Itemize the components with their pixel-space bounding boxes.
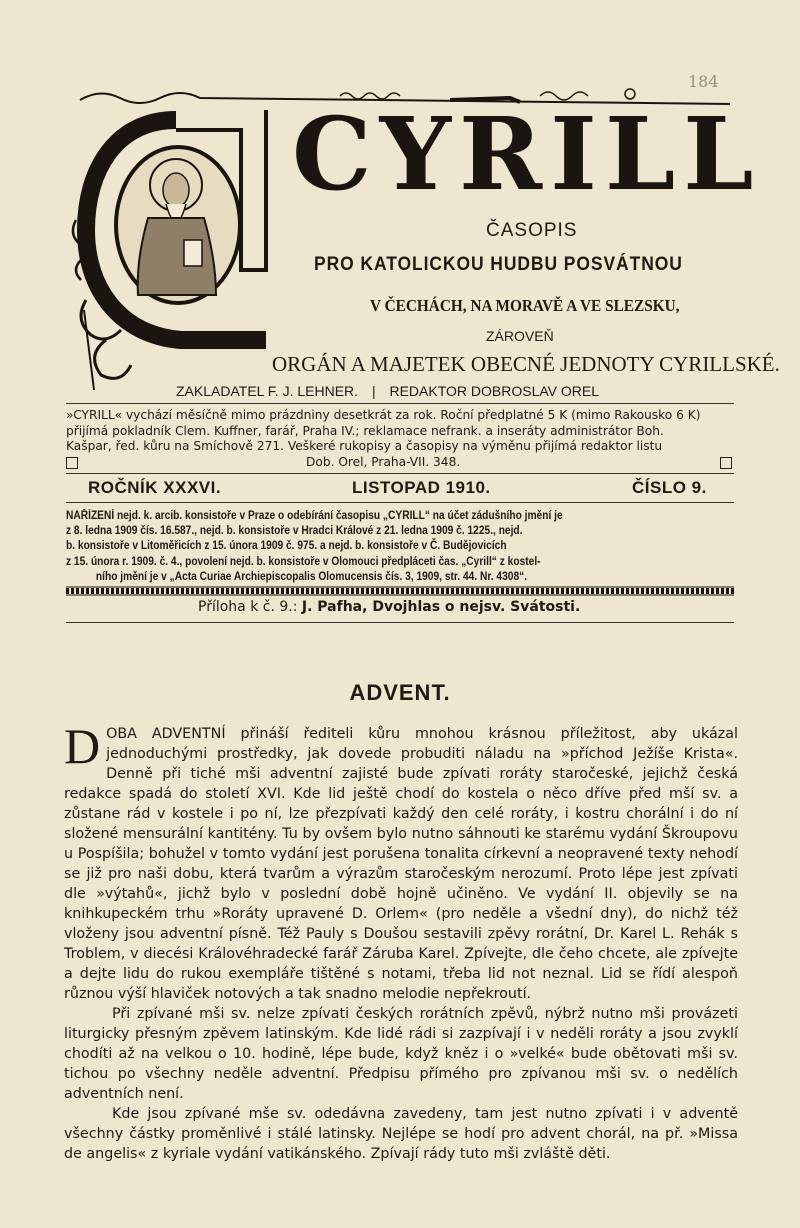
issue-number: ČÍSLO 9. xyxy=(632,478,707,497)
article-paragraph: Při zpívané mši sv. nelze zpívati českých rorátních zpěvů, nýbrž nutno mši provázeti liturgicky přesným zpěvem latinským. Kde lidé rádi si zazpívají i v neděli roráty a jsou zvyklí chodíti až na velkou o 10. hodině, lépe bude, když kněz i o »velké« bude obětovati mši sv. tichou po všechny neděle adventní. Předpisu přímého pro zpívanou mši sv. o nedělích adventních není. xyxy=(64,1006,738,1102)
cyril-portrait-logo xyxy=(66,100,278,390)
masthead-credits xyxy=(176,383,599,399)
decree-line: z 15. února r. 1909. č. 4., povolení nejd. b. konsistoře v Olomouci předpláceti čas. „Cyrill“ z kostel- xyxy=(66,554,541,568)
divider xyxy=(66,502,734,503)
masthead-subtitle-zaroven: ZÁROVEŇ xyxy=(486,328,554,344)
article-paragraph: Kde jsou zpívané mše sv. odedávna zavedeny, tam jest nutno zpívati i v adventě všechny částky proměnlivé i stálé latinsky. Nejlépe se hodí pro advent chorál, na př. »Missa de angelis« z kyriale vydání vatikánského. Zpívají rády tuto mši zvláště děti. xyxy=(64,1106,738,1162)
box-ornament xyxy=(720,457,732,469)
issue-volume: ROČNÍK XXXVI. xyxy=(88,478,222,497)
decree-line: NAŘÍZENÍ nejd. k. arcib. konsistoře v Praze o odebírání časopisu „CYRILL“ na účet zádušního jmění je xyxy=(66,509,563,522)
masthead-subtitle-organ: ORGÁN A MAJETEK OBECNÉ JEDNOTY CYRILLSKÉ. xyxy=(272,352,780,376)
decree-line: b. konsistoře v Litoměřicích z 15. února 1909 č. 975. a nejd. b. konsistoře v Č. Budějovicích xyxy=(66,539,507,553)
article-heading: ADVENT. xyxy=(349,680,451,705)
article-body xyxy=(64,718,738,1164)
divider xyxy=(66,622,734,623)
masthead-subtitle-pro: PRO KATOLICKOU HUDBU POSVÁTNOU xyxy=(314,254,683,275)
masthead-title: CYRILL xyxy=(292,95,762,213)
credit-separator: | xyxy=(371,383,376,399)
drop-cap: D xyxy=(64,718,101,774)
divider xyxy=(66,473,734,474)
article-paragraph xyxy=(64,718,738,1004)
divider xyxy=(66,403,734,404)
decree-line: ního jmění je v „Acta Curiae Archiepiscopalis Olomucensis čís. 3, 1909, str. 44. Nr. 4308“. xyxy=(95,569,528,583)
masthead-subtitle-regions: V ČECHÁCH, NA MORAVĚ A VE SLEZSKU, xyxy=(370,296,680,315)
supplement-line xyxy=(198,599,580,615)
issue-month: LISTOPAD 1910. xyxy=(352,478,491,497)
supplement-text: J. Pafha, Dvojhlas o nejsv. Svátosti. xyxy=(301,599,581,615)
dashed-rule xyxy=(66,586,734,596)
founder-credit: ZAKLADATEL F. J. LEHNER. xyxy=(176,383,359,399)
page-number: 184 xyxy=(688,72,719,91)
decree-notice xyxy=(66,508,740,584)
decree-line: z 8. ledna 1909 čís. 16.587., nejd. b. konsistoře v Hradci Králové z 21. ledna 1909 č. 1225., nejd. xyxy=(66,524,523,538)
info-line: »CYRILL« vychází měsíčně mimo prázdniny desetkrát za rok. Roční předplatné 5 K (mimo Rakousko 6 K) xyxy=(66,408,701,422)
masthead-subtitle-casopis: ČASOPIS xyxy=(486,220,578,241)
subscription-info xyxy=(66,408,738,471)
info-line: Dob. Orel, Praha-VII. 348. xyxy=(306,454,461,469)
box-ornament xyxy=(66,457,78,469)
editor-credit: REDAKTOR DOBROSLAV OREL xyxy=(389,383,600,399)
info-line: Kašpar, řed. kůru na Smíchově 271. Veškeré rukopisy a časopisy na výměnu přijímá redaktor listu xyxy=(66,439,663,453)
paragraph-text: OBA ADVENTNÍ přináší řediteli kůru mnohou krásnou příležitost, aby ukázal jednoduchými prostředky, jak dovede probuditi náladu na »příchod Ježíše Krista«. Denně při tiché mši adventní zajisté bude zpívati roráty staročeské, jejichž česká redakce spadá do století XVI. Kde lid ještě chodí do kostela o něco dříve před mší sv. a zůstane rád v kostele i po ní, lze přezpívati každý den celé roráty, i kostru chorální i do ní složené mensurální kantitény. Tu by ovšem bylo nutno sáhnouti ke starému vydání Škroupovu u Pospíšila; bohužel v tomto vydání jest porušena tonalita církevní a neopravené texty nehodí se již pro naši dobu, která tvarům a výrazům staročeským nerozumí. Proto lépe jest zpívati dle »výtahů«, jichž bylo v poslední době hojně učiněno. Ve vydání II. objevily se na knihkupeckém trhu »Roráty upravené D. Orlem« (pro neděle a všední dny), do nichž též vloženy jsou adventní písně. Též Pauly s Doušou sestavili zpěvy rorátní, Dr. Karel L. Rehák s Troblem, v diecési Královéhradecké farář Záruba Karel. Zpívejte, dle čeho chcete, ale zpívejte a dejte lidu do rukou exempláře tištěné s notami, třeba lid not neznal. Lid se řídí alespoň různou výší hlaviček notových a tak snadno melodie nepřekroutí. xyxy=(64,726,738,1002)
info-line: přijímá pokladník Clem. Kuffner, farář, Praha IV.; reklamace nefrank. a inseráty administrátor Boh. xyxy=(66,423,664,438)
supplement-prefix: Příloha k č. 9.: xyxy=(198,599,298,615)
